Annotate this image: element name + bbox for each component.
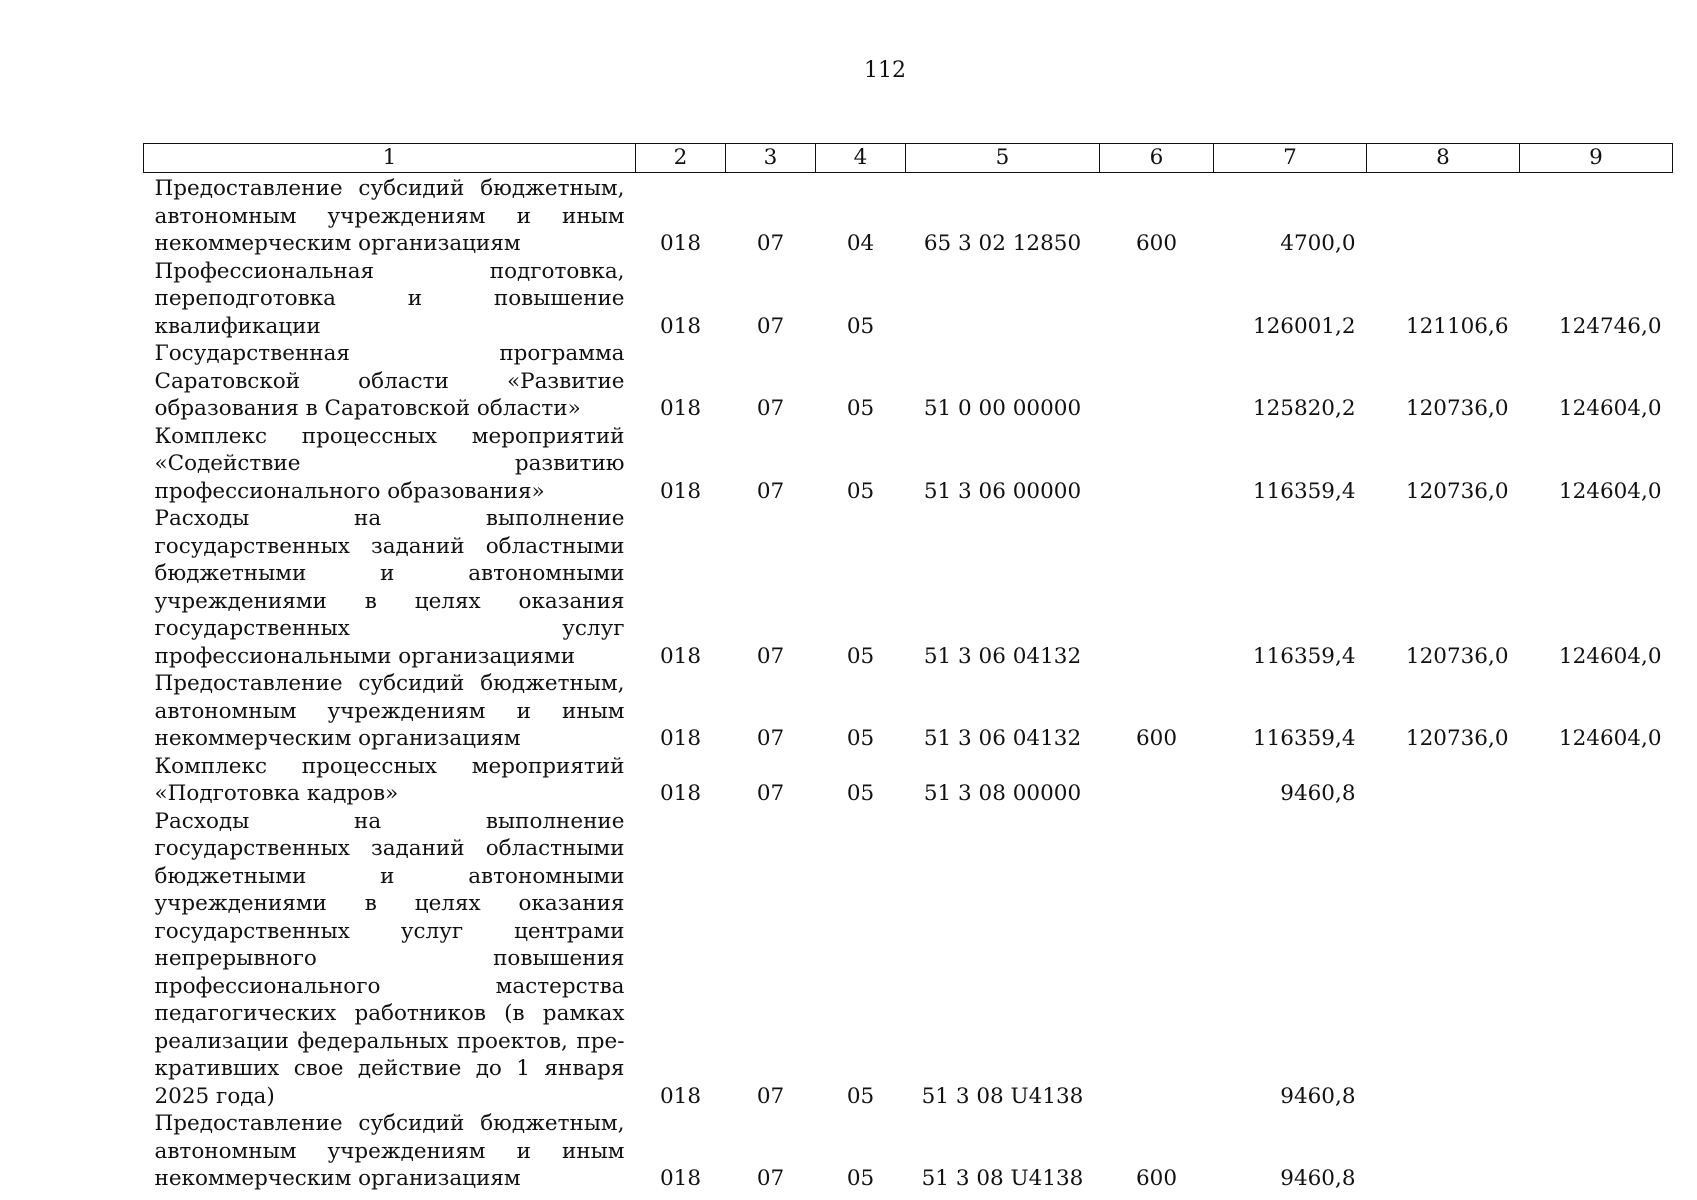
row-sum-2 [1367,753,1520,808]
row-sum-2: 120736,0 [1405,726,1509,751]
row-sum-2: 121106,6 [1405,313,1509,339]
row-pr: 05 [846,1083,875,1109]
row-sum-1: 116359,4 [1252,478,1356,504]
row-vr: 600 [1135,231,1178,256]
column-header-3: 3 [726,144,816,173]
row-rz: 07 [756,396,785,421]
row-vr [1100,258,1214,341]
table-row [144,753,1673,808]
row-rz: 07 [756,1083,785,1109]
row-rz: 07 [756,478,785,504]
row-sum-1: 116359,4 [1252,726,1356,751]
table-row [144,423,1673,506]
row-sum-2 [1367,173,1520,258]
header-row [144,144,1673,173]
row-sum-2: 120736,0 [1405,643,1509,669]
row-vr [1100,423,1214,506]
column-header-5: 5 [906,144,1100,173]
row-ved: 018 [659,781,702,806]
row-sum-3 [1520,1110,1673,1193]
row-name: Предоставление субсидий бюджетным, автономным учреждениям и иным некоммерческим организациям [154,1111,625,1191]
row-rz: 07 [756,1166,785,1191]
row-pr: 05 [846,313,875,339]
row-sum-3: 124746,0 [1558,313,1662,339]
row-vr [1100,753,1214,808]
row-ved: 018 [659,726,702,751]
row-ved: 018 [659,231,702,256]
row-ved: 018 [659,396,702,421]
row-pr: 05 [846,478,875,504]
row-csr: 51 3 08 00000 [923,781,1082,806]
row-csr: 51 3 06 00000 [923,478,1082,504]
row-rz: 07 [756,313,785,339]
row-rz: 07 [756,231,785,256]
row-name: Предоставление субсидий бюджетным, автономным учреждениям и иным некоммерческим организациям [154,176,625,256]
row-sum-2 [1367,808,1520,1111]
column-header-4: 4 [816,144,906,173]
column-header-7: 7 [1214,144,1367,173]
row-rz: 07 [756,643,785,669]
row-sum-3: 124604,0 [1558,643,1662,669]
row-name: Профессиональная подготовка, переподготовка и повышение квалификации [154,258,625,339]
row-name: Государственная программа Саратовской области «Развитие образования в Саратовской области» [154,341,625,421]
row-sum-3: 124604,0 [1558,478,1662,504]
column-header-1: 1 [144,144,636,173]
row-pr: 05 [846,643,875,669]
row-sum-1: 116359,4 [1252,643,1356,669]
row-sum-2 [1367,1110,1520,1193]
row-sum-1: 4700,0 [1280,231,1356,256]
row-sum-1: 9460,8 [1280,1083,1356,1109]
column-header-8: 8 [1367,144,1520,173]
table-row [144,1110,1673,1193]
row-name: Расходы на выполнение государственных заданий областными бюджетными и автономными учреждениями в целях оказания государственных услуг центрами непрерывного повышения профессионального мастерства педагогических работников (в рамках реализации федеральных проектов, прекративших свое действие до 1 января 2025 года) [154,808,625,1109]
row-ved: 018 [659,313,702,339]
row-sum-3 [1520,808,1673,1111]
table-header [144,144,1673,173]
row-pr: 05 [846,781,875,806]
row-sum-1: 9460,8 [1280,1166,1356,1191]
column-header-2: 2 [636,144,726,173]
row-pr: 04 [846,231,875,256]
row-name: Расходы на выполнение государственных заданий областными бюджетными и автономными учреждениями в целях оказания государственных услуг профессиональными организациями [154,506,625,669]
row-csr: 51 3 06 04132 [923,726,1082,751]
row-name: Предоставление субсидий бюджетным, автономным учреждениям и иным некоммерческим организациям [154,671,625,751]
row-csr: 51 3 08 U4138 [921,1083,1084,1109]
row-ved: 018 [659,643,702,669]
table-row [144,258,1673,341]
row-vr: 600 [1135,1166,1178,1191]
row-vr [1100,808,1214,1111]
row-ved: 018 [659,1083,702,1109]
table-row [144,340,1673,423]
row-ved: 018 [659,1166,702,1191]
row-ved: 018 [659,478,702,504]
table-body [144,173,1673,1193]
row-vr: 600 [1135,726,1178,751]
row-pr: 05 [846,1166,875,1191]
row-name: Комплекс процессных мероприятий «Содействие развитию профессионального образования» [154,423,625,504]
row-vr [1100,340,1214,423]
column-header-9: 9 [1520,144,1673,173]
row-sum-3 [1520,753,1673,808]
row-sum-1: 126001,2 [1252,313,1356,339]
row-sum-1: 9460,8 [1280,781,1356,806]
table-row [144,670,1673,753]
row-sum-3: 124604,0 [1558,396,1662,421]
row-csr: 65 3 02 12850 [923,231,1082,256]
row-sum-2: 120736,0 [1405,478,1509,504]
row-pr: 05 [846,396,875,421]
row-sum-1: 125820,2 [1252,396,1356,421]
row-csr [906,258,1100,341]
row-name: Комплекс процессных мероприятий «Подготовка кадров» [154,753,625,806]
budget-table [143,143,1673,1193]
row-rz: 07 [756,781,785,806]
table-row [144,808,1673,1111]
column-header-6: 6 [1100,144,1214,173]
page-number: 112 [864,58,906,83]
row-vr [1100,505,1214,670]
row-pr: 05 [846,726,875,751]
row-sum-3: 124604,0 [1558,726,1662,751]
row-sum-2: 120736,0 [1405,396,1509,421]
row-csr: 51 0 00 00000 [923,396,1082,421]
row-sum-3 [1520,173,1673,258]
table-row [144,505,1673,670]
row-csr: 51 3 08 U4138 [921,1166,1084,1191]
row-csr: 51 3 06 04132 [923,643,1082,669]
row-rz: 07 [756,726,785,751]
table-row [144,173,1673,258]
